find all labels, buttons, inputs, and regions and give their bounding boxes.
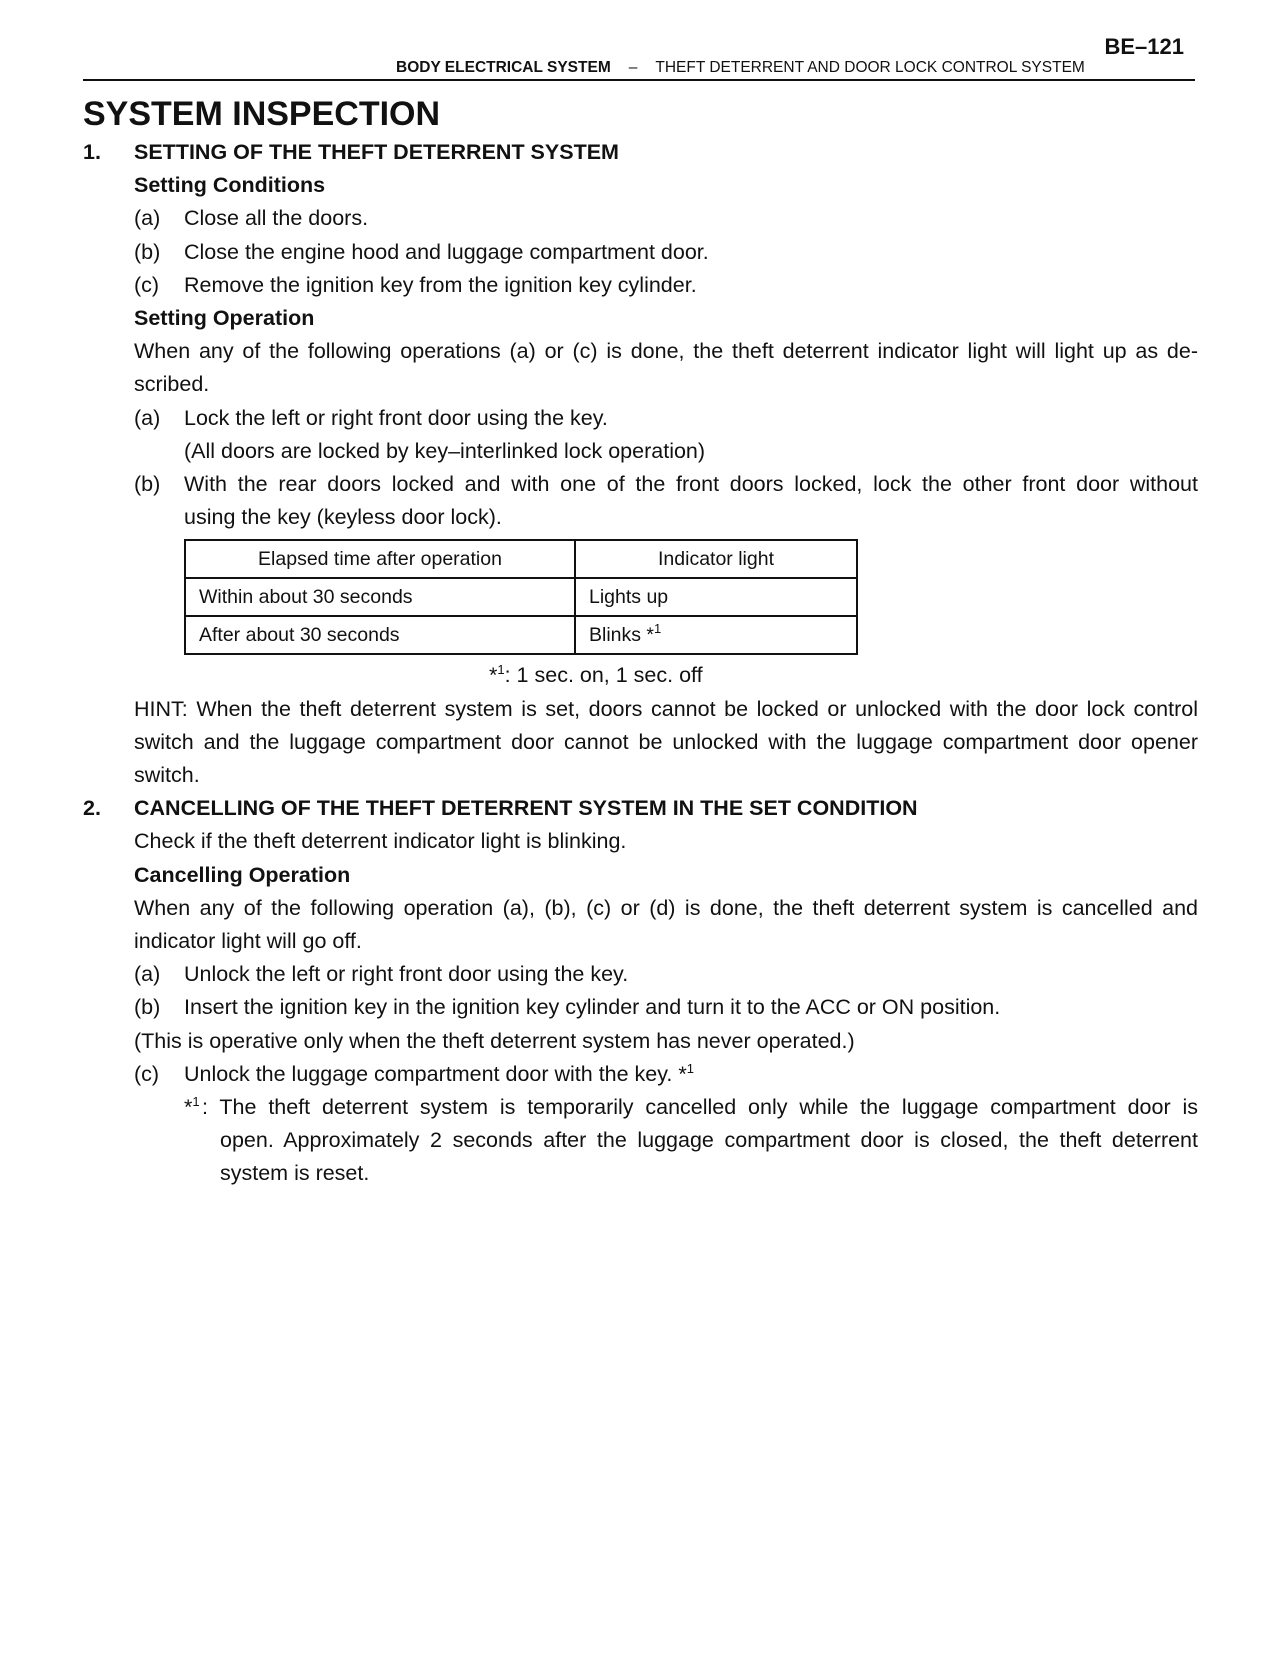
item-text: Unlock the left or right front door using the key. [184, 962, 629, 987]
item-text: Close the engine hood and luggage compartment door. [184, 239, 709, 264]
item-continuation: using the key (keyless door lock). [184, 505, 502, 530]
paragraph: scribed. [134, 372, 210, 397]
item-text-wrap [184, 1058, 1198, 1091]
setting-conditions-heading: Setting Conditions [134, 173, 326, 198]
table-header: Elapsed time after operation [185, 540, 575, 578]
paragraph: When any of the following operation (a), (b), (c) or (d) is done, the theft deterrent system is cancelled and [134, 895, 1198, 920]
item-text: Unlock the luggage compartment door with the key. * [184, 1061, 687, 1086]
list-item [83, 1058, 1198, 1091]
list-item [83, 958, 1198, 991]
item-text: Remove the ignition key from the ignition key cylinder. [184, 272, 697, 297]
item-text: Lock the left or right front door using the key. [184, 405, 608, 430]
footnote-ref: 1 [686, 1060, 694, 1076]
table-cell: Lights up [575, 578, 857, 616]
footnote-star: * [489, 663, 498, 688]
hint-text: switch. [134, 763, 200, 788]
table-footnote [83, 659, 1198, 692]
table-cell: Within about 30 seconds [185, 578, 575, 616]
footnote-text: : The theft deterrent system is temporarily cancelled only while the luggage compartment door is [202, 1095, 1198, 1120]
item-text: Insert the ignition key in the ignition key cylinder and turn it to the ACC or ON position. [184, 995, 1001, 1020]
section-1-heading [83, 136, 1198, 169]
page-number: BE–121 [1104, 34, 1184, 59]
paragraph: When any of the following operations (a) or (c) is done, the theft deterrent indicator light will light up as de- [134, 339, 1198, 364]
running-header [396, 59, 1085, 77]
footnote-ref: 1 [654, 620, 662, 636]
list-item [83, 269, 1198, 302]
header-rule [83, 79, 1195, 81]
paragraph: Check if the theft deterrent indicator light is blinking. [134, 829, 627, 854]
section-number: 1. [83, 140, 101, 164]
item-label: (a) [134, 962, 161, 987]
item-continuation: (All doors are locked by key–interlinked lock operation) [184, 438, 706, 463]
list-item [83, 202, 1198, 235]
table-row [185, 616, 857, 654]
table-header: Indicator light [575, 540, 857, 578]
item-label: (c) [134, 1061, 160, 1086]
footnote-text: : 1 sec. on, 1 sec. off [504, 663, 703, 688]
item-label: (b) [134, 995, 161, 1020]
header-section: BODY ELECTRICAL SYSTEM [396, 59, 611, 76]
table-header-row [185, 540, 857, 578]
section-2-heading [83, 792, 1198, 825]
hint-text: switch and the luggage compartment door cannot be unlocked with the luggage compartment door opener [134, 729, 1198, 754]
header-subsection: THEFT DETERRENT AND DOOR LOCK CONTROL SYSTEM [655, 59, 1085, 76]
footnote-ref: 1 [192, 1094, 200, 1110]
item-label: (a) [134, 206, 161, 231]
list-item [83, 991, 1198, 1024]
footnote [83, 1091, 1198, 1124]
item-text: Close all the doors. [184, 206, 369, 231]
table-cell: After about 30 seconds [185, 616, 575, 654]
footnote-text: system is reset. [220, 1161, 370, 1186]
header-separator: – [628, 59, 638, 76]
section-title: SETTING OF THE THEFT DETERRENT SYSTEM [134, 140, 619, 164]
footnote-ref: 1 [497, 662, 505, 678]
note-text: (This is operative only when the theft deterrent system has never operated.) [134, 1028, 855, 1053]
cell-text: Blinks * [589, 623, 655, 646]
item-label: (b) [134, 239, 161, 264]
list-item [83, 402, 1198, 435]
footnote-text: open. Approximately 2 seconds after the luggage compartment door is closed, the theft deterrent [220, 1128, 1198, 1153]
item-label: (a) [134, 405, 161, 430]
section-number: 2. [83, 796, 101, 821]
item-label: (b) [134, 472, 161, 497]
table-cell [575, 616, 857, 654]
section-title: CANCELLING OF THE THEFT DETERRENT SYSTEM IN THE SET CONDITION [134, 796, 918, 821]
page-title: SYSTEM INSPECTION [83, 95, 441, 133]
list-item [83, 468, 1198, 501]
item-text: With the rear doors locked and with one of the front doors locked, lock the other front door without [184, 472, 1198, 497]
indicator-table [184, 539, 858, 655]
list-item [83, 236, 1198, 269]
page-content [83, 92, 1198, 1191]
table-row [185, 578, 857, 616]
item-label: (c) [134, 272, 160, 297]
hint-text: HINT: When the theft deterrent system is set, doors cannot be locked or unlocked with the door lock control [134, 696, 1198, 721]
footnote-star: * [184, 1095, 193, 1120]
setting-operation-heading: Setting Operation [134, 306, 315, 331]
cancelling-operation-heading: Cancelling Operation [134, 862, 351, 887]
paragraph: indicator light will go off. [134, 929, 362, 954]
